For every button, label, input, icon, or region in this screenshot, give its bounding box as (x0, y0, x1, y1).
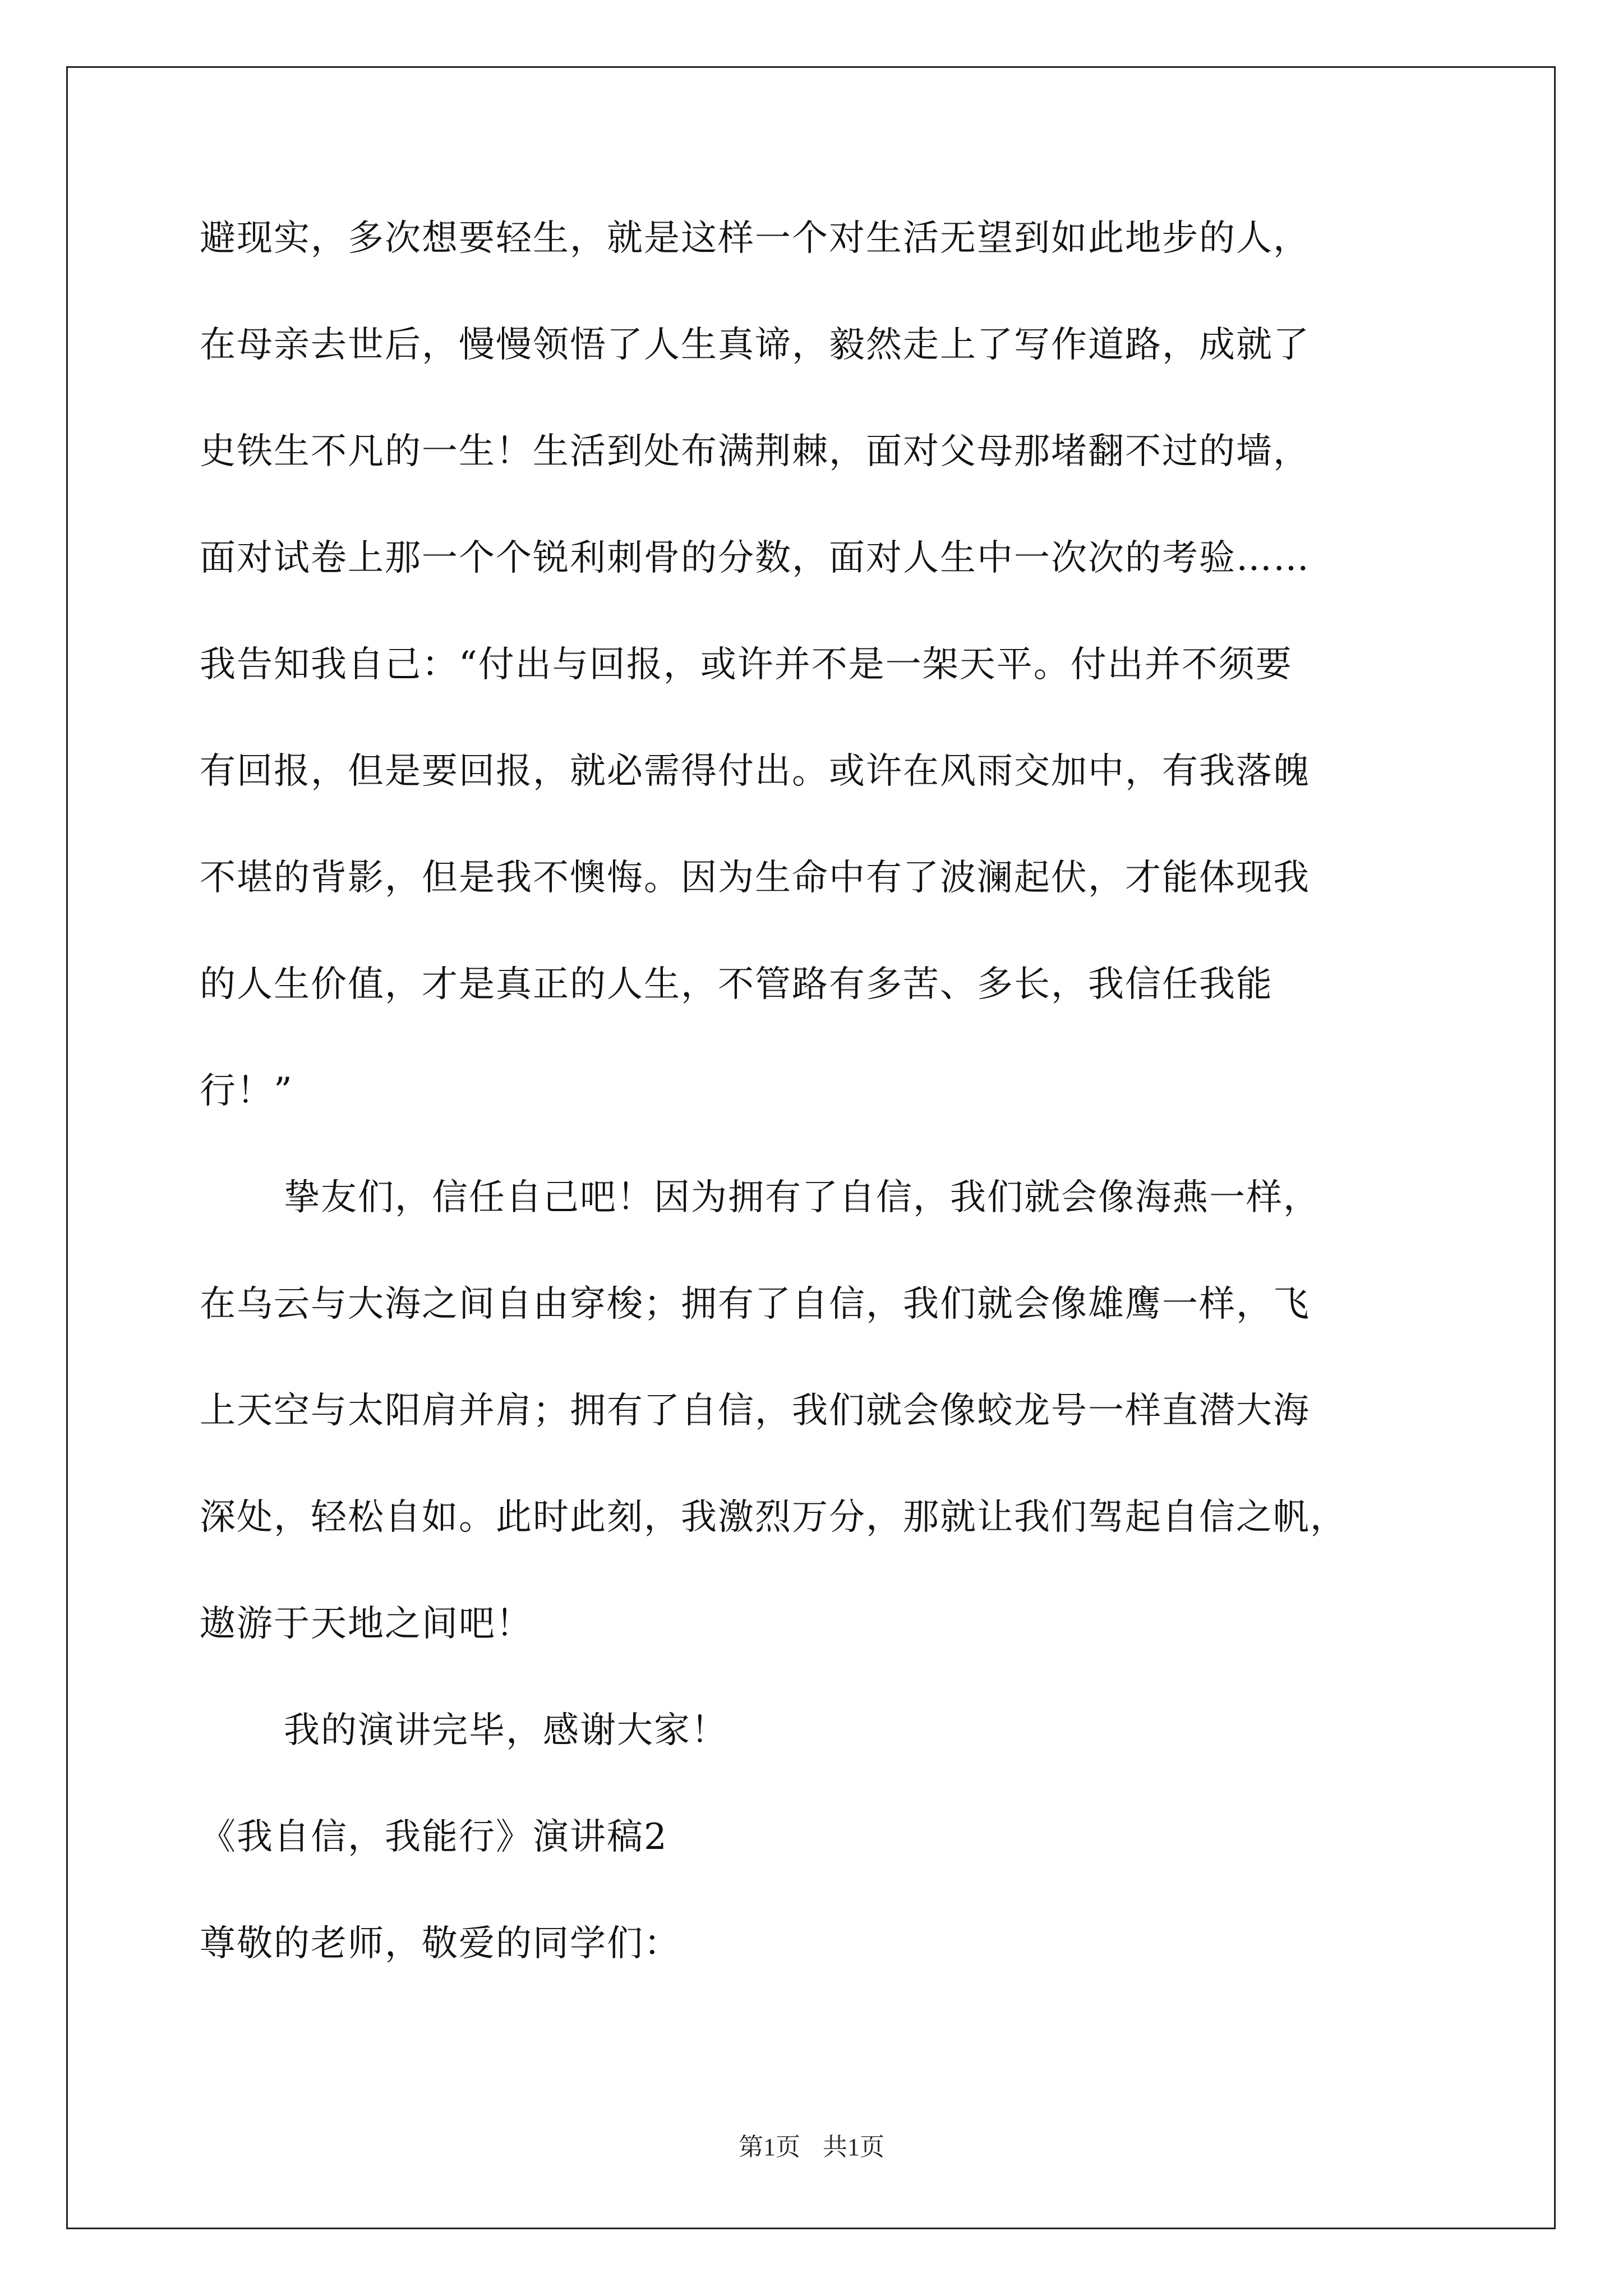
page-border (66, 66, 1556, 2229)
page-number-total: 共1页 (823, 2133, 884, 2161)
text-line: 避现实，多次想要轻生，就是这样一个对生活无望到如此地步的人， (200, 218, 1310, 259)
section-heading: 《我自信，我能行》演讲稿2 (200, 1816, 668, 1858)
salutation: 尊敬的老师，敬爱的同学们： (200, 1923, 681, 1964)
page-footer (0, 2132, 1623, 2163)
text-line: 遨游于天地之间吧！ (200, 1603, 533, 1645)
text-line: 在乌云与大海之间自由穿梭；拥有了自信，我们就会像雄鹰一样，飞 (200, 1283, 1310, 1325)
text-line: 不堪的背影，但是我不懊悔。因为生命中有了波澜起伏，才能体现我 (200, 857, 1310, 899)
text-line: 行！” (200, 1070, 293, 1112)
text-line: 有回报，但是要回报，就必需得付出。或许在风雨交加中，有我落魄 (200, 751, 1310, 792)
text-line: 面对试卷上那一个个锐利刺骨的分数，面对人生中一次次的考验…… (200, 537, 1310, 579)
text-line: 上天空与太阳肩并肩；拥有了自信，我们就会像蛟龙号一样直潜大海 (200, 1390, 1310, 1432)
text-line: 我的演讲完毕，感谢大家！ (284, 1710, 728, 1751)
text-line: 我告知我自己：“付出与回报，或许并不是一架天平。付出并不须要 (200, 644, 1293, 685)
text-line: 深处，轻松自如。此时此刻，我激烈万分，那就让我们驾起自信之帆， (200, 1497, 1347, 1538)
page-number-current: 第1页 (739, 2133, 800, 2161)
text-line: 的人生价值，才是真正的人生，不管路有多苦、多长，我信任我能 (200, 964, 1273, 1005)
text-line: 在母亲去世后，慢慢领悟了人生真谛，毅然走上了写作道路，成就了 (200, 324, 1310, 366)
text-line: 史铁生不凡的一生！生活到处布满荆棘，面对父母那堵翻不过的墙， (200, 431, 1310, 472)
text-line: 挚友们，信任自己吧！因为拥有了自信，我们就会像海燕一样， (284, 1177, 1320, 1218)
